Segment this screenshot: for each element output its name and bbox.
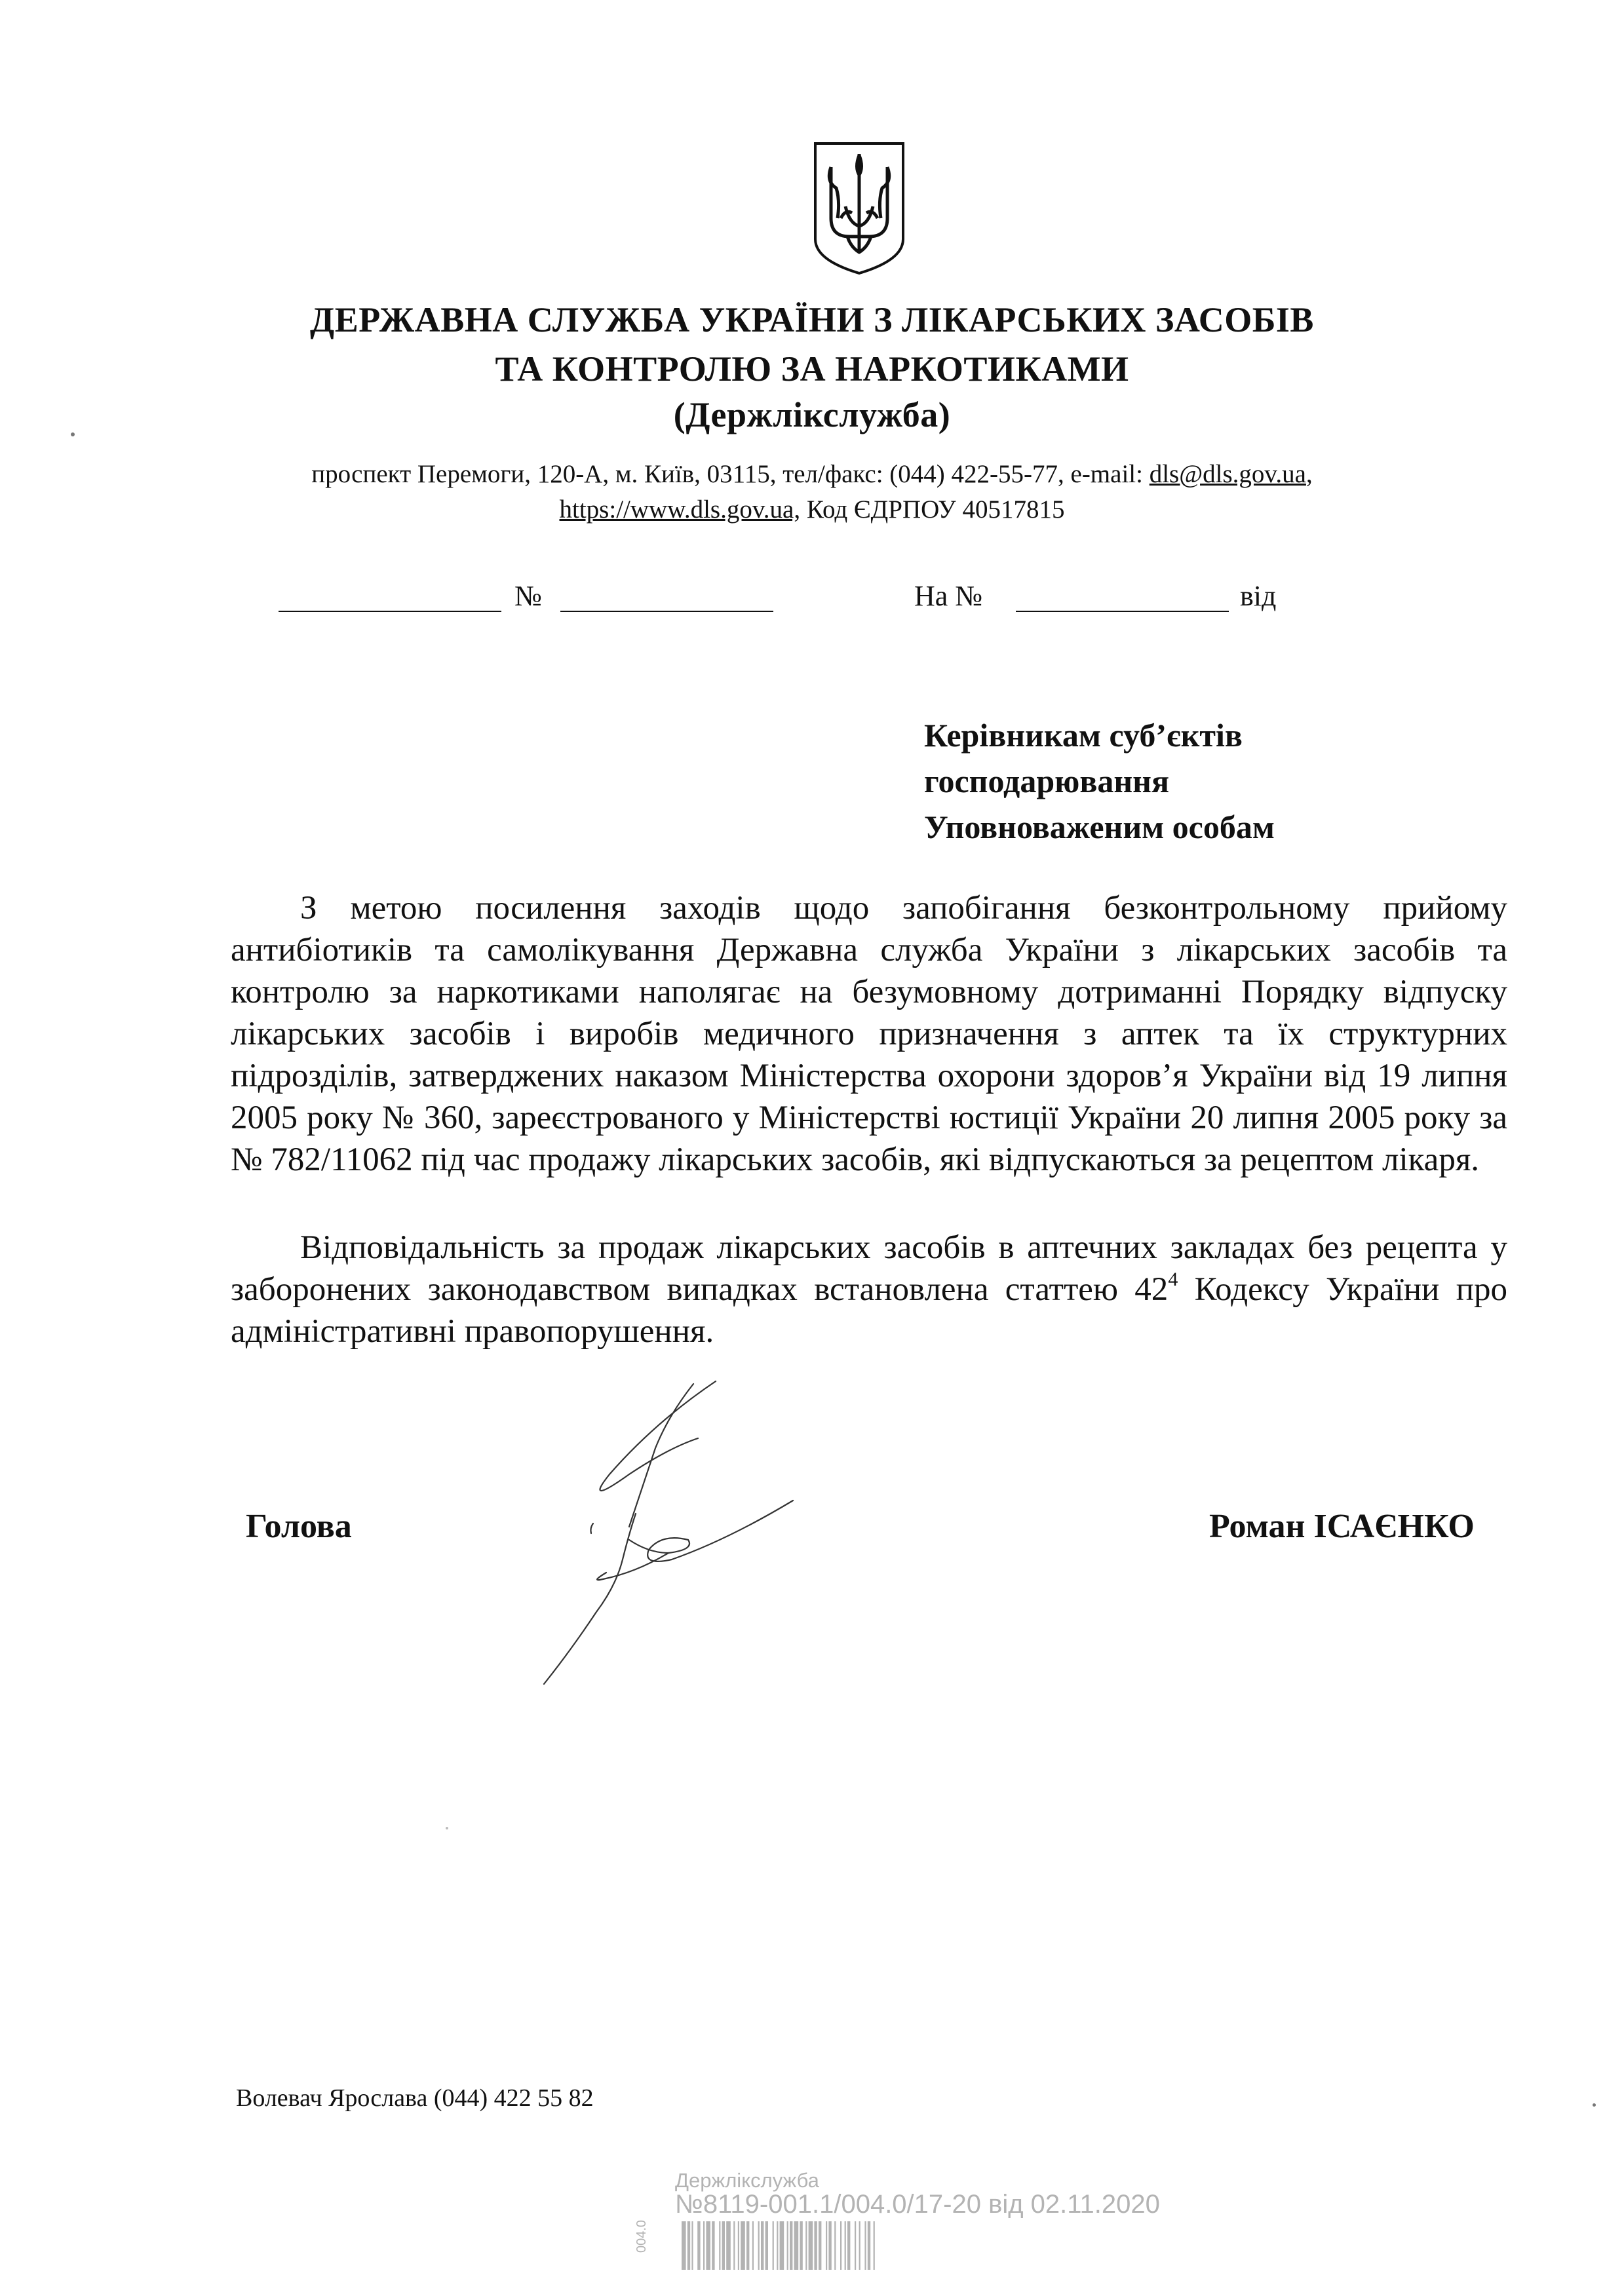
website-line [0, 493, 1624, 527]
org-short-name: (Держлікслужба) [673, 395, 951, 434]
handwritten-signature [531, 1376, 937, 1730]
recipient-line: господарювання [924, 763, 1169, 799]
coat-of-arms-icon [811, 141, 907, 275]
email-link[interactable]: dls@dls.gov.ua [1149, 460, 1306, 488]
address-line [0, 457, 1624, 491]
org-name-line2: ТА КОНТРОЛЮ ЗА НАРКОТИКАМИ [495, 349, 1129, 389]
paragraph-2-tail: Кодексу України про адміністративні правопорушення. [231, 1271, 1507, 1350]
reply-date-label: від [1240, 580, 1277, 612]
number-label: № [514, 580, 542, 612]
paragraph-2-text: Відповідальність за продаж лікарських засобів в аптечних закладах без рецепта у заборонених законодавством випадках встановлена статтею 42 [231, 1229, 1507, 1308]
org-name-line1: ДЕРЖАВНА СЛУЖБА УКРАЇНИ З ЛІКАРСЬКИХ ЗАСОБІВ [310, 300, 1314, 339]
date-blank [279, 611, 501, 612]
reply-number-blank [1016, 611, 1229, 612]
address-comma: , [1305, 460, 1313, 488]
recipient-line: Керівникам суб’єктів [924, 717, 1243, 754]
registration-line [0, 577, 1624, 616]
number-blank [560, 611, 773, 612]
scan-speck [1593, 2103, 1596, 2107]
article-superscript: 4 [1168, 1269, 1178, 1290]
signatory-name: Роман ІСАЄНКО [1209, 1508, 1475, 1545]
registration-stamp-label: Держлікслужба [675, 2169, 819, 2192]
body-paragraph-2 [231, 1227, 1507, 1352]
address-text: проспект Перемоги, 120-А, м. Київ, 03115, тел/факс: (044) 422-55-77, e-mail: [311, 460, 1143, 488]
signatory-title: Голова [246, 1508, 352, 1545]
scan-speck [71, 432, 75, 436]
barcode-icon [682, 2221, 1049, 2270]
scan-speck [446, 1827, 448, 1829]
body-paragraph-1: З метою посилення заходів щодо запобігання безконтрольному прийому антибіотиків та самолікування Державна служба України з лікарських засобів та контролю за наркотиками наполягає на безумовному дотриманні Порядку відпуску лікарських засобів і виробів медичного призначення з аптек та їх структурних підрозділів, затверджених наказом Міністерства охорони здоров’я України від 19 липня 2005 року № 360, зареєстрованого у Міністерстві юстиції України 20 липня 2005 року за № 782/11062 під час продажу лікарських засобів, які відпускаються за рецептом лікаря. [231, 890, 1507, 1178]
recipient-line: Уповноваженим особам [924, 809, 1275, 845]
registration-stamp-side-code: 004.0 [634, 2219, 649, 2253]
edrpou-code: Код ЄДРПОУ 40517815 [806, 495, 1065, 524]
registration-stamp-number: №8119-001.1/004.0/17-20 від 02.11.2020 [675, 2190, 1160, 2219]
contact-person: Волевач Ярослава (044) 422 55 82 [236, 2084, 594, 2112]
website-link[interactable]: https://www.dls.gov.ua, [559, 495, 801, 524]
reply-number-label: На № [914, 580, 983, 612]
